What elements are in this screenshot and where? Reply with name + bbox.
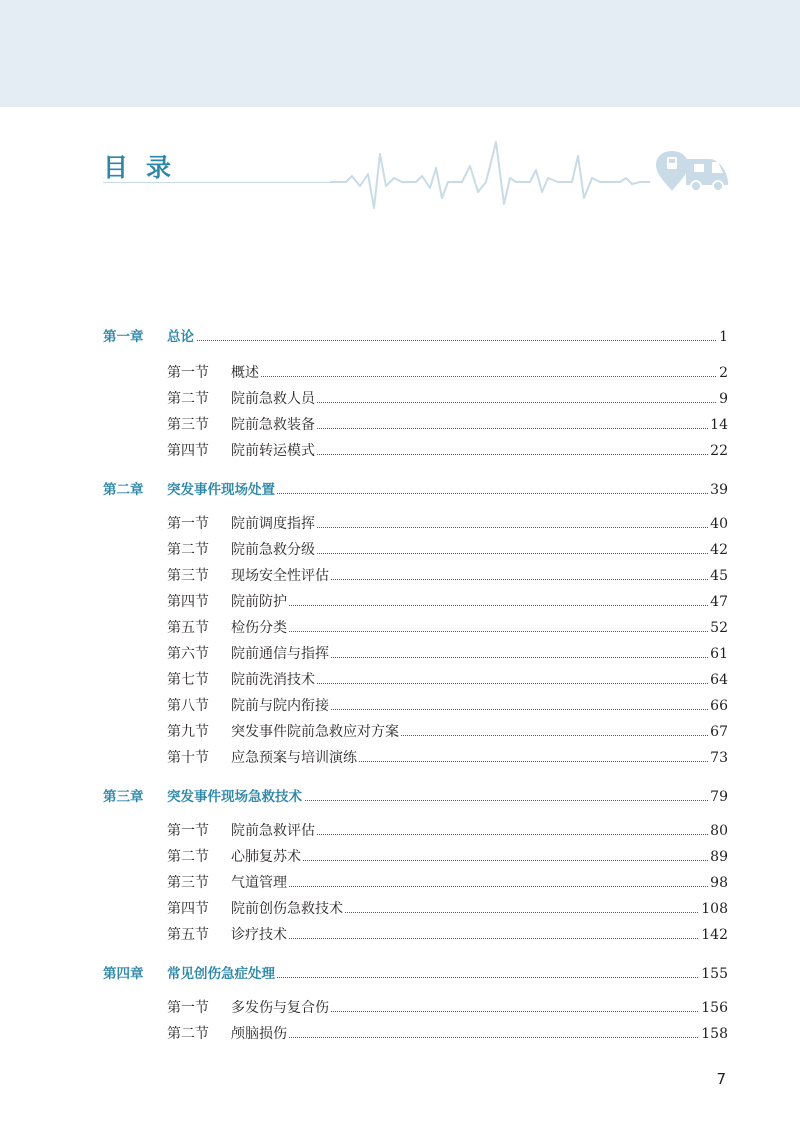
toc-chapter-3[interactable] xyxy=(0,786,800,808)
page-ref: 1 xyxy=(717,326,728,348)
section-title: 检伤分类 xyxy=(231,617,289,639)
section-number: 第七节 xyxy=(167,672,209,688)
section-number: 第四节 xyxy=(167,901,209,917)
section-number: 第二节 xyxy=(167,542,209,558)
page-ref: 66 xyxy=(708,695,728,717)
leader-dots xyxy=(236,376,724,377)
toc-chapter-2[interactable] xyxy=(0,479,800,501)
page-ref: 22 xyxy=(708,440,728,462)
section-number: 第四节 xyxy=(167,594,209,610)
section-title: 院前急救分级 xyxy=(231,539,317,561)
page-ref: 9 xyxy=(717,388,728,410)
chapter-number: 第一章 xyxy=(103,329,144,345)
toc-section[interactable] xyxy=(0,924,800,946)
page-ref: 67 xyxy=(708,721,728,743)
page-ref: 79 xyxy=(708,786,728,808)
toc-section[interactable] xyxy=(0,591,800,613)
section-number: 第一节 xyxy=(167,516,209,532)
chapter-title: 总论 xyxy=(167,326,196,348)
section-title: 多发伤与复合伤 xyxy=(231,997,331,1019)
section-title: 应急预案与培训演练 xyxy=(231,747,359,769)
chapter-title: 常见创伤急症处理 xyxy=(167,963,277,985)
section-title: 颅脑损伤 xyxy=(231,1023,289,1045)
page-ref: 40 xyxy=(708,513,728,535)
toc-section[interactable] xyxy=(0,440,800,462)
page-ref: 98 xyxy=(708,872,728,894)
section-title: 院前创伤急救技术 xyxy=(231,898,345,920)
section-title: 院前防护 xyxy=(231,591,289,613)
section-title: 院前急救人员 xyxy=(231,388,317,410)
section-number: 第二节 xyxy=(167,1026,209,1042)
page-ref: 64 xyxy=(708,669,728,691)
section-title: 院前与院内衔接 xyxy=(231,695,331,717)
section-number: 第三节 xyxy=(167,417,209,433)
toc-section[interactable] xyxy=(0,695,800,717)
toc-section[interactable] xyxy=(0,997,800,1019)
section-number: 第三节 xyxy=(167,875,209,891)
toc-section[interactable] xyxy=(0,565,800,587)
section-number: 第五节 xyxy=(167,927,209,943)
section-number: 第一节 xyxy=(167,823,209,839)
toc-section[interactable] xyxy=(0,846,800,868)
page-ref: 47 xyxy=(708,591,728,613)
section-number: 第十节 xyxy=(167,750,209,766)
leader-dots xyxy=(236,886,724,887)
toc-section[interactable] xyxy=(0,513,800,535)
section-number: 第二节 xyxy=(167,391,209,407)
leader-dots xyxy=(236,605,724,606)
page-ref: 89 xyxy=(708,846,728,868)
section-number: 第六节 xyxy=(167,646,209,662)
page-ref: 156 xyxy=(699,997,728,1019)
toc-section[interactable] xyxy=(0,388,800,410)
leader-dots xyxy=(236,860,724,861)
chapter-number: 第四章 xyxy=(103,966,144,982)
section-title: 心肺复苏术 xyxy=(231,846,303,868)
page-ref: 142 xyxy=(699,924,728,946)
section-number: 第八节 xyxy=(167,698,209,714)
chapter-number: 第三章 xyxy=(103,789,144,805)
chapter-number: 第二章 xyxy=(103,482,144,498)
leader-dots xyxy=(172,340,724,341)
section-title: 院前调度指挥 xyxy=(231,513,317,535)
page-ref: 14 xyxy=(708,414,728,436)
section-number: 第一节 xyxy=(167,365,209,381)
toc-section[interactable] xyxy=(0,617,800,639)
toc-section[interactable] xyxy=(0,1023,800,1045)
section-title: 院前通信与指挥 xyxy=(231,643,331,665)
toc-section[interactable] xyxy=(0,414,800,436)
page-ref: 45 xyxy=(708,565,728,587)
section-title: 院前急救装备 xyxy=(231,414,317,436)
section-title: 诊疗技术 xyxy=(231,924,289,946)
section-number: 第四节 xyxy=(167,443,209,459)
section-title: 突发事件院前急救应对方案 xyxy=(231,721,401,743)
section-number: 第九节 xyxy=(167,724,209,740)
page-ref: 155 xyxy=(699,963,728,985)
page-ref: 80 xyxy=(708,820,728,842)
page-ref: 108 xyxy=(699,898,728,920)
page-ref: 39 xyxy=(708,479,728,501)
page-ref: 2 xyxy=(717,362,728,384)
page-number: 7 xyxy=(716,1070,726,1088)
toc-section[interactable] xyxy=(0,820,800,842)
toc-chapter-1[interactable] xyxy=(0,326,800,348)
toc-section[interactable] xyxy=(0,872,800,894)
page-ref: 52 xyxy=(708,617,728,639)
section-title: 院前急救评估 xyxy=(231,820,317,842)
toc-section[interactable] xyxy=(0,539,800,561)
toc-chapter-4[interactable] xyxy=(0,963,800,985)
leader-dots xyxy=(236,1037,724,1038)
section-number: 第二节 xyxy=(167,849,209,865)
section-title: 概述 xyxy=(231,362,261,384)
page-ref: 158 xyxy=(699,1023,728,1045)
page-ref: 61 xyxy=(708,643,728,665)
leader-dots xyxy=(236,938,724,939)
section-title: 气道管理 xyxy=(231,872,289,894)
toc-section[interactable] xyxy=(0,643,800,665)
page-ref: 42 xyxy=(708,539,728,561)
section-title: 院前转运模式 xyxy=(231,440,317,462)
toc-section[interactable] xyxy=(0,362,800,384)
page-ref: 73 xyxy=(708,747,728,769)
section-number: 第一节 xyxy=(167,1000,209,1016)
section-number: 第五节 xyxy=(167,620,209,636)
section-title: 院前洗消技术 xyxy=(231,669,317,691)
toc-section[interactable] xyxy=(0,669,800,691)
page-title: 目录 xyxy=(103,153,190,182)
chapter-title: 突发事件现场急救技术 xyxy=(167,786,304,808)
section-number: 第三节 xyxy=(167,568,209,584)
section-title: 现场安全性评估 xyxy=(231,565,331,587)
chapter-title: 突发事件现场处置 xyxy=(167,479,277,501)
toc-section[interactable] xyxy=(0,721,800,743)
toc-section[interactable] xyxy=(0,898,800,920)
leader-dots xyxy=(236,631,724,632)
toc-section[interactable] xyxy=(0,747,800,769)
